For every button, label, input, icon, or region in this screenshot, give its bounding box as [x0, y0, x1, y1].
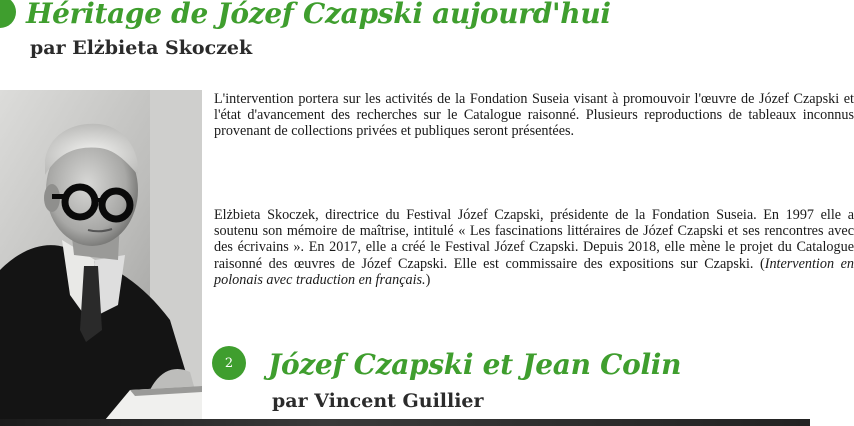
section-number-badge [212, 346, 246, 380]
bottom-edge [0, 419, 810, 426]
section-author: par Vincent Guillier [272, 390, 484, 412]
description-paragraph: L'intervention portera sur les activités de la Fondation Suseia visant à promouvoir l'œuvre de Józef Czapski et l'état d'avancement des recherches sur le Catalogue raisonné. Plusieurs reproductions de tableaux inconnus provenant de collections privées et publiques seront présentées. [214, 91, 854, 140]
section-number: 2 [224, 355, 234, 371]
section-title: Józef Czapski et Jean Colin [268, 348, 682, 381]
biography-text: Elżbieta Skoczek, directrice du Festival Józef Czapski, présidente de la Fondation Suseia. En 1997 elle a soutenu son mémoire de maîtrise, intitulé « Les fascinations littéraires de Józef Czapski et ses rencontres avec des écrivains ». En 2017, elle a créé le Festival Józef Czapski. Depuis 2018, elle mène le projet du Catalogue raisonné des œuvres de Józef Czapski. Elle est commissaire des expositions sur Czapski. ( [214, 207, 854, 272]
portrait-photo [0, 90, 202, 426]
section-number-badge [0, 0, 16, 28]
section-title: Héritage de Józef Czapski aujourd'hui [26, 0, 611, 30]
biography-paragraph [214, 207, 854, 288]
section-author: par Elżbieta Skoczek [30, 37, 253, 59]
biography-end: ) [425, 271, 431, 288]
biography-note: Intervention en polonais avec traduction en français. [214, 255, 854, 288]
